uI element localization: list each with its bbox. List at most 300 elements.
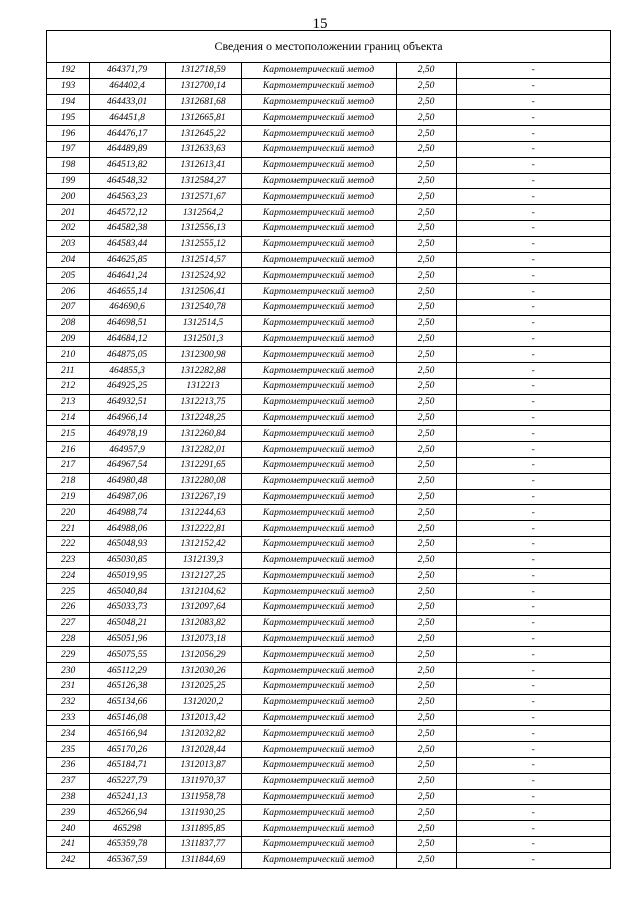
y-coordinate-cell: 1312514,57: [165, 252, 241, 268]
y-coordinate-cell: 1311930,25: [165, 805, 241, 821]
coordinates-table: [47, 63, 610, 868]
point-number-cell: 213: [47, 394, 89, 410]
y-coordinate-cell: 1311958,78: [165, 789, 241, 805]
x-coordinate-cell: 464925,25: [89, 378, 165, 394]
point-number-cell: 223: [47, 552, 89, 568]
method-cell: Картометрический метод: [241, 268, 396, 284]
x-coordinate-cell: 465126,38: [89, 679, 165, 695]
table-row: [47, 521, 610, 537]
point-number-cell: 238: [47, 789, 89, 805]
x-coordinate-cell: 465166,94: [89, 726, 165, 742]
x-coordinate-cell: 465134,66: [89, 694, 165, 710]
accuracy-cell: 2,50: [396, 252, 456, 268]
table-row: [47, 252, 610, 268]
method-cell: Картометрический метод: [241, 505, 396, 521]
y-coordinate-cell: 1312282,88: [165, 363, 241, 379]
y-coordinate-cell: 1312645,22: [165, 126, 241, 142]
method-cell: Картометрический метод: [241, 63, 396, 78]
table-row: [47, 173, 610, 189]
x-coordinate-cell: 464698,51: [89, 315, 165, 331]
point-number-cell: 240: [47, 821, 89, 837]
description-cell: -: [456, 141, 610, 157]
method-cell: Картометрический метод: [241, 473, 396, 489]
method-cell: Картометрический метод: [241, 205, 396, 221]
method-cell: Картометрический метод: [241, 489, 396, 505]
coordinates-sheet: [46, 30, 611, 869]
y-coordinate-cell: 1311895,85: [165, 821, 241, 837]
point-number-cell: 195: [47, 110, 89, 126]
description-cell: -: [456, 758, 610, 774]
point-number-cell: 212: [47, 378, 89, 394]
description-cell: -: [456, 679, 610, 695]
table-row: [47, 473, 610, 489]
accuracy-cell: 2,50: [396, 126, 456, 142]
x-coordinate-cell: 465075,55: [89, 647, 165, 663]
x-coordinate-cell: 464371,79: [89, 63, 165, 78]
table-row: [47, 852, 610, 867]
accuracy-cell: 2,50: [396, 647, 456, 663]
description-cell: -: [456, 568, 610, 584]
description-cell: -: [456, 789, 610, 805]
description-cell: -: [456, 442, 610, 458]
y-coordinate-cell: 1312104,62: [165, 584, 241, 600]
y-coordinate-cell: 1311844,69: [165, 852, 241, 867]
method-cell: Картометрический метод: [241, 457, 396, 473]
description-cell: -: [456, 236, 610, 252]
table-row: [47, 789, 610, 805]
y-coordinate-cell: 1311837,77: [165, 837, 241, 853]
accuracy-cell: 2,50: [396, 110, 456, 126]
description-cell: -: [456, 189, 610, 205]
table-row: [47, 837, 610, 853]
x-coordinate-cell: 464932,51: [89, 394, 165, 410]
accuracy-cell: 2,50: [396, 568, 456, 584]
method-cell: Картометрический метод: [241, 821, 396, 837]
method-cell: Картометрический метод: [241, 521, 396, 537]
point-number-cell: 200: [47, 189, 89, 205]
accuracy-cell: 2,50: [396, 710, 456, 726]
accuracy-cell: 2,50: [396, 189, 456, 205]
x-coordinate-cell: 464433,01: [89, 94, 165, 110]
description-cell: -: [456, 252, 610, 268]
method-cell: Картометрический метод: [241, 852, 396, 867]
y-coordinate-cell: 1312300,98: [165, 347, 241, 363]
y-coordinate-cell: 1312571,67: [165, 189, 241, 205]
description-cell: -: [456, 268, 610, 284]
table-row: [47, 773, 610, 789]
page-number: 15: [312, 16, 328, 32]
method-cell: Картометрический метод: [241, 663, 396, 679]
description-cell: -: [456, 363, 610, 379]
y-coordinate-cell: 1312013,42: [165, 710, 241, 726]
description-cell: -: [456, 173, 610, 189]
method-cell: Картометрический метод: [241, 363, 396, 379]
accuracy-cell: 2,50: [396, 205, 456, 221]
y-coordinate-cell: 1312025,25: [165, 679, 241, 695]
y-coordinate-cell: 1312267,19: [165, 489, 241, 505]
description-cell: -: [456, 315, 610, 331]
description-cell: -: [456, 521, 610, 537]
table-row: [47, 726, 610, 742]
y-coordinate-cell: 1312020,2: [165, 694, 241, 710]
method-cell: Картометрический метод: [241, 600, 396, 616]
description-cell: -: [456, 394, 610, 410]
point-number-cell: 224: [47, 568, 89, 584]
x-coordinate-cell: 464402,4: [89, 78, 165, 94]
table-row: [47, 536, 610, 552]
accuracy-cell: 2,50: [396, 631, 456, 647]
point-number-cell: 215: [47, 426, 89, 442]
table-row: [47, 378, 610, 394]
point-number-cell: 209: [47, 331, 89, 347]
table-row: [47, 758, 610, 774]
accuracy-cell: 2,50: [396, 284, 456, 300]
accuracy-cell: 2,50: [396, 789, 456, 805]
accuracy-cell: 2,50: [396, 679, 456, 695]
y-coordinate-cell: 1312501,3: [165, 331, 241, 347]
y-coordinate-cell: 1312291,65: [165, 457, 241, 473]
x-coordinate-cell: 464641,24: [89, 268, 165, 284]
accuracy-cell: 2,50: [396, 473, 456, 489]
method-cell: Картометрический метод: [241, 189, 396, 205]
point-number-cell: 225: [47, 584, 89, 600]
y-coordinate-cell: 1312260,84: [165, 426, 241, 442]
table-row: [47, 552, 610, 568]
method-cell: Картометрический метод: [241, 805, 396, 821]
method-cell: Картометрический метод: [241, 742, 396, 758]
table-row: [47, 299, 610, 315]
point-number-cell: 237: [47, 773, 89, 789]
y-coordinate-cell: 1312213: [165, 378, 241, 394]
y-coordinate-cell: 1312083,82: [165, 615, 241, 631]
point-number-cell: 236: [47, 758, 89, 774]
accuracy-cell: 2,50: [396, 505, 456, 521]
point-number-cell: 198: [47, 157, 89, 173]
method-cell: Картометрический метод: [241, 157, 396, 173]
y-coordinate-cell: 1312681,68: [165, 94, 241, 110]
point-number-cell: 220: [47, 505, 89, 521]
description-cell: -: [456, 631, 610, 647]
accuracy-cell: 2,50: [396, 837, 456, 853]
point-number-cell: 234: [47, 726, 89, 742]
accuracy-cell: 2,50: [396, 758, 456, 774]
x-coordinate-cell: 464988,06: [89, 521, 165, 537]
accuracy-cell: 2,50: [396, 394, 456, 410]
table-row: [47, 236, 610, 252]
x-coordinate-cell: 465019,95: [89, 568, 165, 584]
description-cell: -: [456, 584, 610, 600]
accuracy-cell: 2,50: [396, 489, 456, 505]
description-cell: -: [456, 94, 610, 110]
method-cell: Картометрический метод: [241, 220, 396, 236]
description-cell: -: [456, 299, 610, 315]
description-cell: -: [456, 110, 610, 126]
y-coordinate-cell: 1312248,25: [165, 410, 241, 426]
table-row: [47, 457, 610, 473]
description-cell: -: [456, 489, 610, 505]
x-coordinate-cell: 465241,13: [89, 789, 165, 805]
y-coordinate-cell: 1312540,78: [165, 299, 241, 315]
x-coordinate-cell: 464451,8: [89, 110, 165, 126]
method-cell: Картометрический метод: [241, 378, 396, 394]
method-cell: Картометрический метод: [241, 252, 396, 268]
point-number-cell: 199: [47, 173, 89, 189]
description-cell: -: [456, 837, 610, 853]
accuracy-cell: 2,50: [396, 236, 456, 252]
method-cell: Картометрический метод: [241, 315, 396, 331]
accuracy-cell: 2,50: [396, 220, 456, 236]
y-coordinate-cell: 1312056,29: [165, 647, 241, 663]
table-body: [47, 63, 610, 868]
x-coordinate-cell: 465112,29: [89, 663, 165, 679]
table-row: [47, 126, 610, 142]
accuracy-cell: 2,50: [396, 521, 456, 537]
accuracy-cell: 2,50: [396, 773, 456, 789]
point-number-cell: 194: [47, 94, 89, 110]
accuracy-cell: 2,50: [396, 410, 456, 426]
point-number-cell: 203: [47, 236, 89, 252]
table-row: [47, 663, 610, 679]
accuracy-cell: 2,50: [396, 584, 456, 600]
accuracy-cell: 2,50: [396, 315, 456, 331]
point-number-cell: 218: [47, 473, 89, 489]
point-number-cell: 230: [47, 663, 89, 679]
table-row: [47, 394, 610, 410]
x-coordinate-cell: 464966,14: [89, 410, 165, 426]
table-row: [47, 442, 610, 458]
method-cell: Картометрический метод: [241, 78, 396, 94]
accuracy-cell: 2,50: [396, 742, 456, 758]
point-number-cell: 221: [47, 521, 89, 537]
x-coordinate-cell: 464967,54: [89, 457, 165, 473]
method-cell: Картометрический метод: [241, 173, 396, 189]
accuracy-cell: 2,50: [396, 426, 456, 442]
x-coordinate-cell: 464548,32: [89, 173, 165, 189]
table-row: [47, 426, 610, 442]
point-number-cell: 239: [47, 805, 89, 821]
method-cell: Картометрический метод: [241, 647, 396, 663]
point-number-cell: 206: [47, 284, 89, 300]
method-cell: Картометрический метод: [241, 552, 396, 568]
method-cell: Картометрический метод: [241, 331, 396, 347]
x-coordinate-cell: 464513,82: [89, 157, 165, 173]
x-coordinate-cell: 464690,6: [89, 299, 165, 315]
description-cell: -: [456, 505, 610, 521]
x-coordinate-cell: 465298: [89, 821, 165, 837]
x-coordinate-cell: 464855,3: [89, 363, 165, 379]
point-number-cell: 242: [47, 852, 89, 867]
method-cell: Картометрический метод: [241, 299, 396, 315]
x-coordinate-cell: 464583,44: [89, 236, 165, 252]
method-cell: Картометрический метод: [241, 394, 396, 410]
y-coordinate-cell: 1312514,5: [165, 315, 241, 331]
description-cell: -: [456, 126, 610, 142]
y-coordinate-cell: 1312556,13: [165, 220, 241, 236]
x-coordinate-cell: 464957,9: [89, 442, 165, 458]
method-cell: Картометрический метод: [241, 837, 396, 853]
description-cell: -: [456, 710, 610, 726]
sheet-title: Сведения о местоположении границ объекта: [47, 31, 610, 63]
description-cell: -: [456, 457, 610, 473]
accuracy-cell: 2,50: [396, 805, 456, 821]
table-row: [47, 710, 610, 726]
accuracy-cell: 2,50: [396, 78, 456, 94]
y-coordinate-cell: 1312222,81: [165, 521, 241, 537]
x-coordinate-cell: 465184,71: [89, 758, 165, 774]
point-number-cell: 205: [47, 268, 89, 284]
x-coordinate-cell: 464476,17: [89, 126, 165, 142]
y-coordinate-cell: 1312280,08: [165, 473, 241, 489]
y-coordinate-cell: 1312700,14: [165, 78, 241, 94]
table-row: [47, 347, 610, 363]
method-cell: Картометрический метод: [241, 236, 396, 252]
x-coordinate-cell: 465040,84: [89, 584, 165, 600]
x-coordinate-cell: 465170,26: [89, 742, 165, 758]
description-cell: -: [456, 331, 610, 347]
table-row: [47, 615, 610, 631]
point-number-cell: 208: [47, 315, 89, 331]
y-coordinate-cell: 1312506,41: [165, 284, 241, 300]
accuracy-cell: 2,50: [396, 852, 456, 867]
y-coordinate-cell: 1312127,25: [165, 568, 241, 584]
y-coordinate-cell: 1312213,75: [165, 394, 241, 410]
method-cell: Картометрический метод: [241, 426, 396, 442]
method-cell: Картометрический метод: [241, 410, 396, 426]
description-cell: -: [456, 284, 610, 300]
description-cell: -: [456, 205, 610, 221]
table-row: [47, 505, 610, 521]
point-number-cell: 207: [47, 299, 89, 315]
point-number-cell: 235: [47, 742, 89, 758]
table-row: [47, 805, 610, 821]
point-number-cell: 204: [47, 252, 89, 268]
accuracy-cell: 2,50: [396, 173, 456, 189]
table-row: [47, 742, 610, 758]
accuracy-cell: 2,50: [396, 299, 456, 315]
table-row: [47, 268, 610, 284]
accuracy-cell: 2,50: [396, 378, 456, 394]
table-row: [47, 647, 610, 663]
table-row: [47, 821, 610, 837]
y-coordinate-cell: 1312555,12: [165, 236, 241, 252]
method-cell: Картометрический метод: [241, 615, 396, 631]
table-row: [47, 284, 610, 300]
table-row: [47, 584, 610, 600]
description-cell: -: [456, 821, 610, 837]
method-cell: Картометрический метод: [241, 442, 396, 458]
table-row: [47, 78, 610, 94]
y-coordinate-cell: 1312013,87: [165, 758, 241, 774]
x-coordinate-cell: 464582,38: [89, 220, 165, 236]
table-row: [47, 205, 610, 221]
point-number-cell: 232: [47, 694, 89, 710]
description-cell: -: [456, 157, 610, 173]
description-cell: -: [456, 63, 610, 78]
table-row: [47, 679, 610, 695]
x-coordinate-cell: 464684,12: [89, 331, 165, 347]
point-number-cell: 227: [47, 615, 89, 631]
table-row: [47, 110, 610, 126]
description-cell: -: [456, 410, 610, 426]
point-number-cell: 219: [47, 489, 89, 505]
accuracy-cell: 2,50: [396, 726, 456, 742]
description-cell: -: [456, 773, 610, 789]
accuracy-cell: 2,50: [396, 94, 456, 110]
table-row: [47, 315, 610, 331]
accuracy-cell: 2,50: [396, 694, 456, 710]
x-coordinate-cell: 464655,14: [89, 284, 165, 300]
y-coordinate-cell: 1312028,44: [165, 742, 241, 758]
x-coordinate-cell: 464988,74: [89, 505, 165, 521]
accuracy-cell: 2,50: [396, 663, 456, 679]
x-coordinate-cell: 464875,05: [89, 347, 165, 363]
method-cell: Картометрический метод: [241, 694, 396, 710]
method-cell: Картометрический метод: [241, 94, 396, 110]
table-row: [47, 631, 610, 647]
description-cell: -: [456, 347, 610, 363]
method-cell: Картометрический метод: [241, 789, 396, 805]
table-row: [47, 63, 610, 78]
description-cell: -: [456, 694, 610, 710]
method-cell: Картометрический метод: [241, 631, 396, 647]
x-coordinate-cell: 464980,48: [89, 473, 165, 489]
method-cell: Картометрический метод: [241, 758, 396, 774]
accuracy-cell: 2,50: [396, 552, 456, 568]
method-cell: Картометрический метод: [241, 536, 396, 552]
description-cell: -: [456, 600, 610, 616]
method-cell: Картометрический метод: [241, 126, 396, 142]
x-coordinate-cell: 464978,19: [89, 426, 165, 442]
method-cell: Картометрический метод: [241, 110, 396, 126]
x-coordinate-cell: 465030,85: [89, 552, 165, 568]
table-row: [47, 141, 610, 157]
x-coordinate-cell: 464489,89: [89, 141, 165, 157]
y-coordinate-cell: 1312524,92: [165, 268, 241, 284]
method-cell: Картометрический метод: [241, 584, 396, 600]
accuracy-cell: 2,50: [396, 157, 456, 173]
table-row: [47, 189, 610, 205]
method-cell: Картометрический метод: [241, 347, 396, 363]
y-coordinate-cell: 1312030,26: [165, 663, 241, 679]
point-number-cell: 233: [47, 710, 89, 726]
description-cell: -: [456, 852, 610, 867]
description-cell: -: [456, 647, 610, 663]
method-cell: Картометрический метод: [241, 568, 396, 584]
point-number-cell: 192: [47, 63, 89, 78]
accuracy-cell: 2,50: [396, 347, 456, 363]
y-coordinate-cell: 1312073,18: [165, 631, 241, 647]
y-coordinate-cell: 1312244,63: [165, 505, 241, 521]
description-cell: -: [456, 663, 610, 679]
point-number-cell: 211: [47, 363, 89, 379]
accuracy-cell: 2,50: [396, 331, 456, 347]
x-coordinate-cell: 465051,96: [89, 631, 165, 647]
table-row: [47, 410, 610, 426]
x-coordinate-cell: 464572,12: [89, 205, 165, 221]
accuracy-cell: 2,50: [396, 268, 456, 284]
point-number-cell: 193: [47, 78, 89, 94]
description-cell: -: [456, 78, 610, 94]
point-number-cell: 216: [47, 442, 89, 458]
accuracy-cell: 2,50: [396, 442, 456, 458]
description-cell: -: [456, 726, 610, 742]
method-cell: Картометрический метод: [241, 141, 396, 157]
x-coordinate-cell: 464625,85: [89, 252, 165, 268]
description-cell: -: [456, 426, 610, 442]
x-coordinate-cell: 465266,94: [89, 805, 165, 821]
table-row: [47, 600, 610, 616]
point-number-cell: 226: [47, 600, 89, 616]
